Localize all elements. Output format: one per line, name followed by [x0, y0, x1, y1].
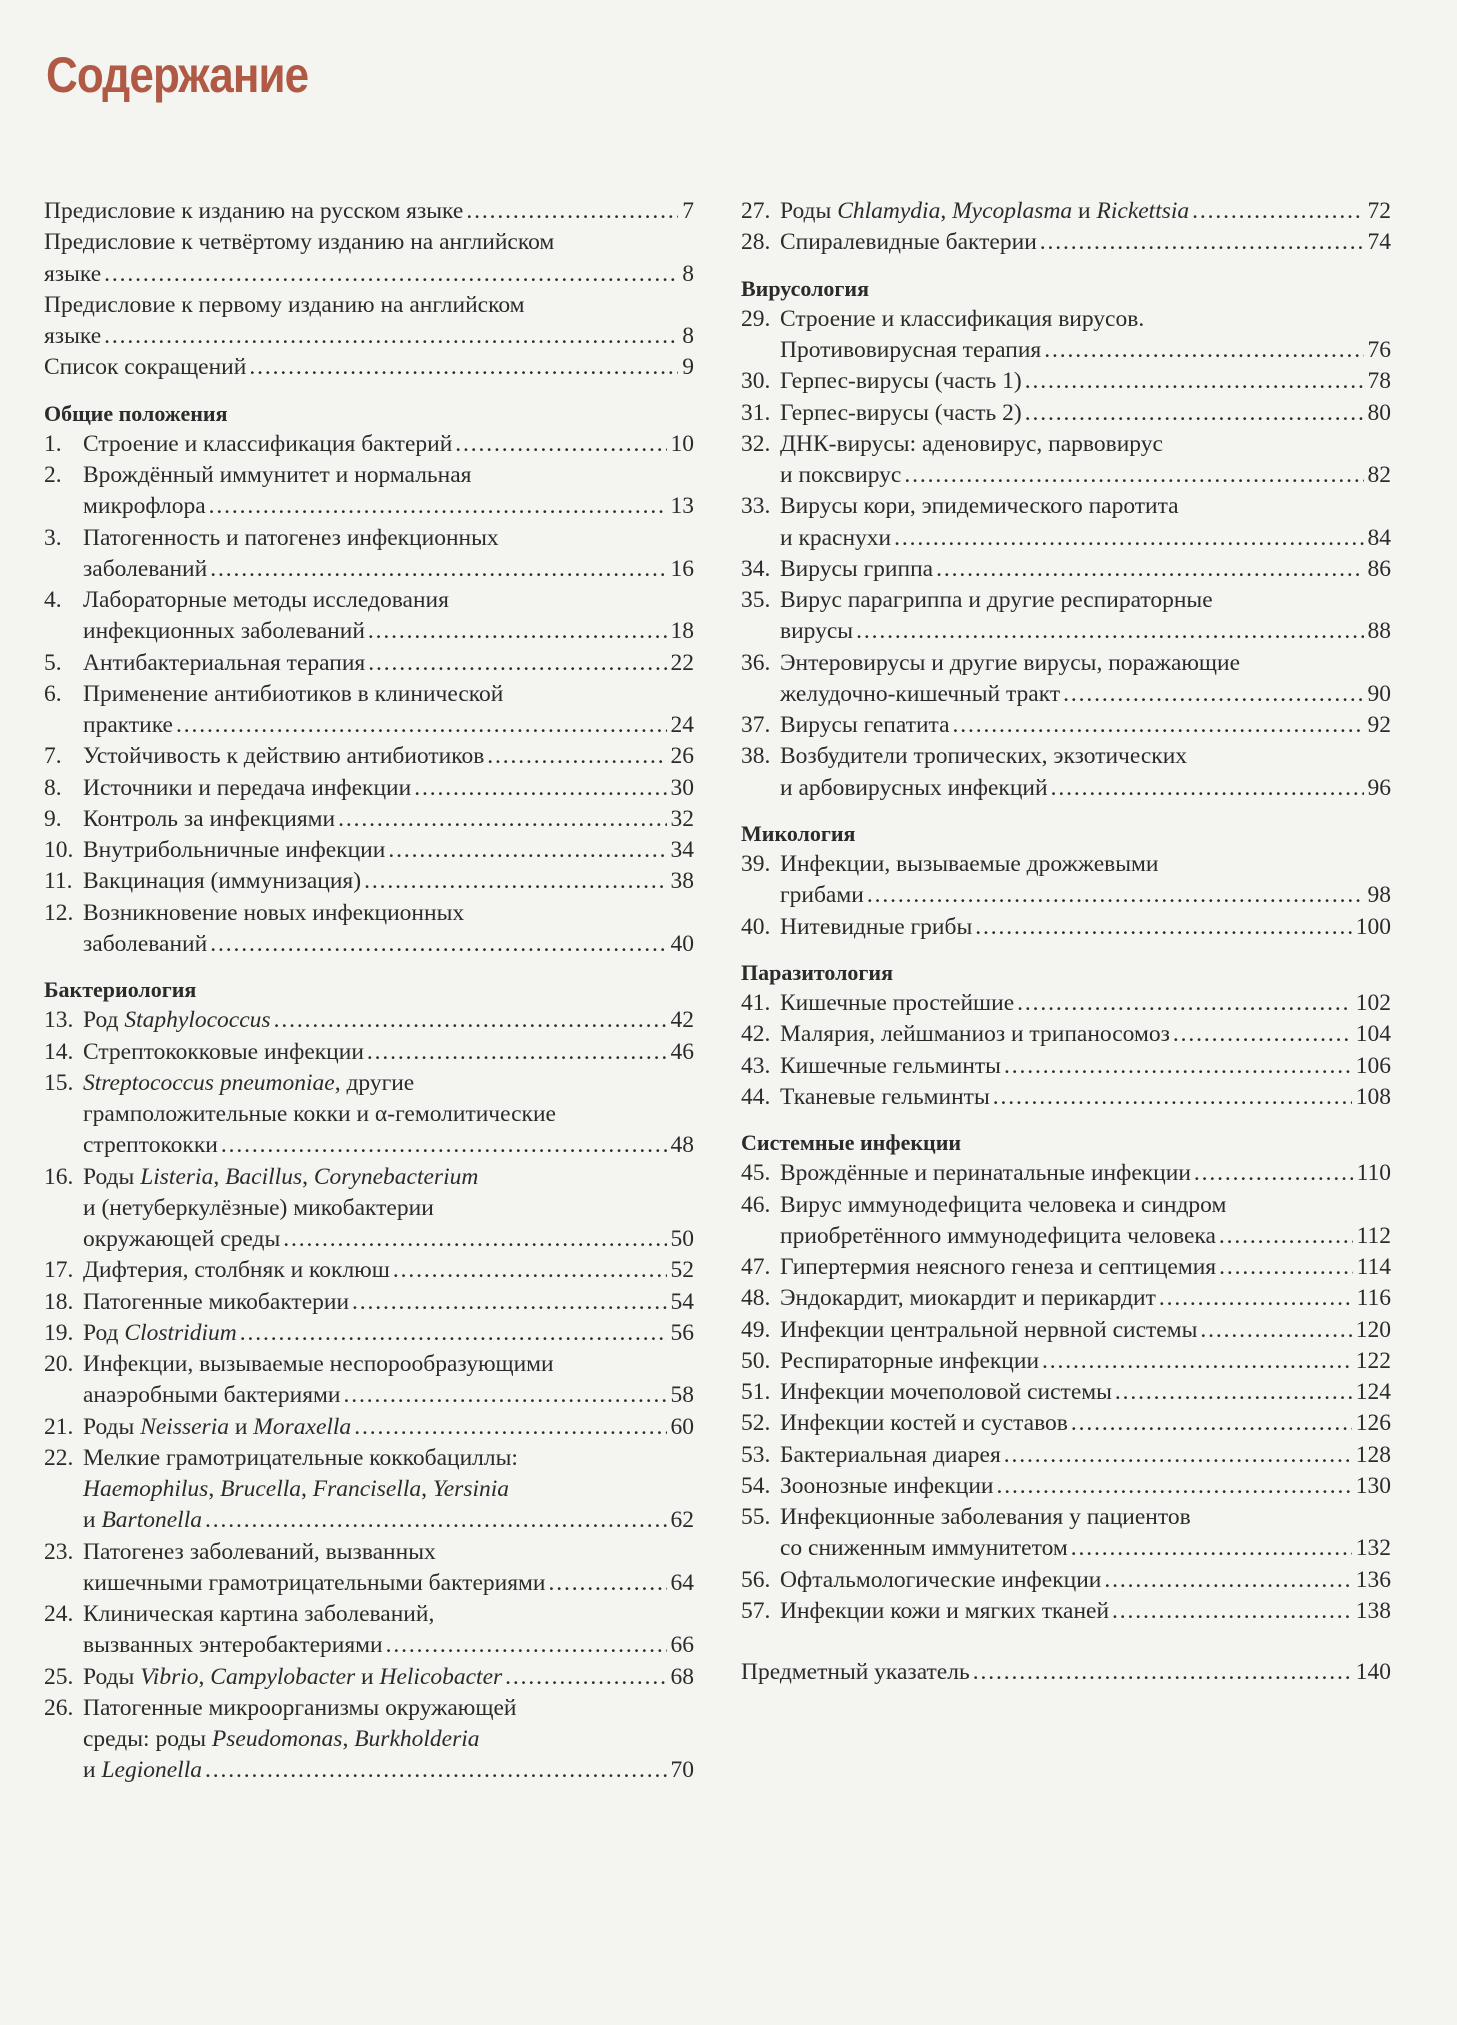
toc-entry[interactable]: 21. Роды Neisseria и Moraxella . . . 60	[44, 1412, 694, 1443]
toc-entry-cont[interactable]: и краснухи . . . 84	[741, 523, 1391, 554]
toc-entry[interactable]: 44. Тканевые гельминты . . . 108	[741, 1082, 1391, 1113]
toc-entry[interactable]: 14. Стрептококковые инфекции . . . 46	[44, 1037, 694, 1068]
toc-entry-cont[interactable]: приобретённого иммунодефицита человека . . . 112	[741, 1221, 1391, 1252]
toc-entry[interactable]: 37. Вирусы гепатита . . . 92	[741, 710, 1391, 741]
toc-entry[interactable]: 31. Герпес-вирусы (часть 2) . . . 80	[741, 398, 1391, 429]
toc-entry[interactable]: 23. Патогенез заболеваний, вызванных	[44, 1538, 436, 1565]
toc-entry[interactable]: 12. Возникновение новых инфекционных	[44, 899, 465, 926]
toc-entry[interactable]: 52. Инфекции костей и суставов . . . 126	[741, 1408, 1391, 1439]
toc-entry-cont[interactable]: грамположительные кокки и α-гемолитические	[83, 1101, 556, 1127]
toc-entry[interactable]: 3. Патогенность и патогенез инфекционных	[44, 524, 499, 551]
toc-entry-cont[interactable]: желудочно-кишечный тракт . . . 90	[741, 679, 1391, 710]
toc-entry-cont[interactable]: со сниженным иммунитетом . . . 132	[741, 1533, 1391, 1564]
toc-entry-cont[interactable]: и Legionella . . . 70	[44, 1755, 694, 1786]
toc-entry-cont[interactable]: и Bartonella . . . 62	[44, 1505, 694, 1536]
toc-entry-cont[interactable]: Противовирусная терапия . . . 76	[741, 335, 1391, 366]
toc-entry[interactable]: 40. Нитевидные грибы . . . 100	[741, 912, 1391, 943]
toc-entry[interactable]: 35. Вирус парагриппа и другие респираторные	[741, 587, 1213, 613]
toc-entry[interactable]: 4. Лабораторные методы исследования	[44, 587, 449, 613]
toc-entry[interactable]: Предисловие к первому изданию на английском	[44, 291, 525, 318]
toc-entry-cont[interactable]: заболеваний . . . 16	[44, 554, 694, 585]
toc-entry-cont[interactable]: и (нетуберкулёзные) микобактерии	[83, 1194, 434, 1221]
toc-entry[interactable]: 48. Эндокардит, миокардит и перикардит . . . 116	[741, 1283, 1391, 1314]
toc-entry[interactable]: Предисловие к изданию на русском языке . . . 7	[44, 196, 694, 227]
toc-entry[interactable]: 25. Роды Vibrio, Campylobacter и Helicobacter . . . 68	[44, 1662, 694, 1693]
toc-entry[interactable]: 34. Вирусы гриппа . . . 86	[741, 554, 1391, 585]
toc-right-column	[741, 196, 1391, 1688]
section-heading: Микология	[741, 820, 856, 846]
toc-entry-cont[interactable]: и арбовирусных инфекций . . . 96	[741, 773, 1391, 804]
toc-entry[interactable]: 36. Энтеровирусы и другие вирусы, поражающие	[741, 649, 1241, 676]
toc-entry[interactable]: 39. Инфекции, вызываемые дрожжевыми	[741, 851, 1159, 877]
toc-entry[interactable]: 11. Вакцинация (иммунизация) . . . 38	[44, 866, 694, 897]
toc-entry[interactable]: 18. Патогенные микобактерии . . . 54	[44, 1287, 694, 1318]
toc-entry-cont[interactable]: и поксвирус . . . 82	[741, 460, 1391, 491]
toc-entry[interactable]: 33. Вирусы кори, эпидемического паротита	[741, 493, 1179, 520]
toc-entry[interactable]: 28. Спиралевидные бактерии . . . 74	[741, 227, 1391, 258]
section-heading: Бактериология	[44, 977, 197, 1002]
toc-entry[interactable]: 19. Род Clostridium . . . 56	[44, 1318, 694, 1349]
toc-entry[interactable]: 46. Вирус иммунодефицита человека и синдром	[741, 1191, 1227, 1218]
toc-entry[interactable]: 8. Источники и передача инфекции . . . 30	[44, 773, 694, 804]
toc-entry[interactable]: 32. ДНК-вирусы: аденовирус, парвовирус	[741, 430, 1163, 457]
toc-entry-cont[interactable]: вызванных энтеробактериями . . . 66	[44, 1630, 694, 1661]
toc-entry[interactable]: 54. Зоонозные инфекции . . . 130	[741, 1471, 1391, 1502]
section-heading: Системные инфекции	[741, 1130, 962, 1155]
toc-entry[interactable]: 42. Малярия, лейшманиоз и трипаносомоз . . . 104	[741, 1019, 1391, 1050]
toc-entry-cont[interactable]: вирусы . . . 88	[741, 616, 1391, 647]
toc-entry[interactable]: 1. Строение и классификация бактерий . . . 10	[44, 429, 694, 460]
section-heading: Вирусология	[741, 275, 870, 301]
toc-entry-cont[interactable]: языке . . . 8	[44, 259, 694, 290]
toc-entry[interactable]: 26. Патогенные микроорганизмы окружающей	[44, 1694, 517, 1721]
toc-entry-cont[interactable]: практике . . . 24	[44, 710, 694, 741]
toc-entry[interactable]: 29. Строение и классификация вирусов.	[741, 305, 1145, 332]
toc-left-column	[44, 196, 694, 1787]
toc-entry-cont[interactable]: микрофлора . . . 13	[44, 491, 694, 522]
toc-entry-cont[interactable]: окружающей среды . . . 50	[44, 1224, 694, 1255]
section-heading: Общие положения	[44, 400, 228, 426]
toc-entry[interactable]: 53. Бактериальная диарея . . . 128	[741, 1440, 1391, 1471]
toc-entry[interactable]: 30. Герпес-вирусы (часть 1) . . . 78	[741, 366, 1391, 397]
toc-entry-cont[interactable]: среды: роды Pseudomonas, Burkholderia	[83, 1726, 480, 1752]
toc-entry[interactable]: 7. Устойчивость к действию антибиотиков . . . 26	[44, 741, 694, 772]
toc-entry[interactable]: Список сокращений . . . 9	[44, 352, 694, 383]
toc-entry-cont[interactable]: стрептококки . . . 48	[44, 1130, 694, 1161]
toc-entry-cont[interactable]: кишечными грамотрицательными бактериями . . . 64	[44, 1568, 694, 1599]
toc-entry[interactable]: 16. Роды Listeria, Bacillus, Corynebacterium	[44, 1163, 479, 1190]
toc-entry[interactable]: 15. Streptococcus pneumoniae, другие	[44, 1069, 415, 1096]
toc-entry[interactable]: 17. Дифтерия, столбняк и коклюш . . . 52	[44, 1255, 694, 1286]
toc-entry-cont[interactable]: грибами . . . 98	[741, 880, 1391, 911]
toc-entry-cont[interactable]: инфекционных заболеваний . . . 18	[44, 616, 694, 647]
toc-entry[interactable]: 9. Контроль за инфекциями . . . 32	[44, 804, 694, 835]
toc-entry[interactable]: 45. Врождённые и перинатальные инфекции . . . 110	[741, 1158, 1391, 1189]
toc-entry[interactable]: 50. Респираторные инфекции . . . 122	[741, 1346, 1391, 1377]
toc-entry[interactable]: 41. Кишечные простейшие . . . 102	[741, 988, 1391, 1019]
toc-entry[interactable]: 10. Внутрибольничные инфекции . . . 34	[44, 835, 694, 866]
toc-entry-cont[interactable]: языке . . . 8	[44, 321, 694, 352]
toc-entry[interactable]: 24. Клиническая картина заболеваний,	[44, 1601, 435, 1627]
toc-entry[interactable]: 55. Инфекционные заболевания у пациентов	[741, 1504, 1191, 1530]
toc-entry[interactable]: 57. Инфекции кожи и мягких тканей . . . 138	[741, 1596, 1391, 1627]
toc-entry-cont[interactable]: заболеваний . . . 40	[44, 929, 694, 960]
toc-entry[interactable]: 13. Род Staphylococcus . . . 42	[44, 1005, 694, 1036]
toc-entry[interactable]: 38. Возбудители тропических, экзотических	[741, 743, 1188, 770]
toc-entry-index[interactable]: Предметный указатель . . . 140	[741, 1657, 1391, 1688]
toc-entry-cont[interactable]: Haemophilus, Brucella, Francisella, Yersinia	[83, 1476, 510, 1502]
toc-entry[interactable]: 20. Инфекции, вызываемые неспорообразующими	[44, 1351, 554, 1377]
toc-entry[interactable]: 6. Применение антибиотиков в клинической	[44, 680, 504, 707]
section-heading: Паразитология	[741, 959, 894, 985]
toc-entry[interactable]: 2. Врождённый иммунитет и нормальная	[44, 462, 472, 488]
toc-entry[interactable]: 5. Антибактериальная терапия . . . 22	[44, 648, 694, 679]
toc-entry-cont[interactable]: анаэробными бактериями . . . 58	[44, 1380, 694, 1411]
toc-entry[interactable]: Предисловие к четвёртому изданию на английском	[44, 229, 555, 256]
toc-entry[interactable]: 43. Кишечные гельминты . . . 106	[741, 1051, 1391, 1082]
toc-entry[interactable]: 49. Инфекции центральной нервной системы . . . 120	[741, 1315, 1391, 1346]
toc-entry[interactable]: 22. Мелкие грамотрицательные коккобациллы:	[44, 1444, 518, 1471]
toc-entry[interactable]: 51. Инфекции мочеполовой системы . . . 124	[741, 1377, 1391, 1408]
toc-entry[interactable]: 47. Гипертермия неясного генеза и септицемия . . . 114	[741, 1252, 1391, 1283]
toc-entry[interactable]: 27. Роды Chlamydia, Mycoplasma и Rickettsia . . . 72	[741, 196, 1391, 227]
page-title: Содержание	[46, 47, 309, 103]
toc-entry[interactable]: 56. Офтальмологические инфекции . . . 136	[741, 1565, 1391, 1596]
